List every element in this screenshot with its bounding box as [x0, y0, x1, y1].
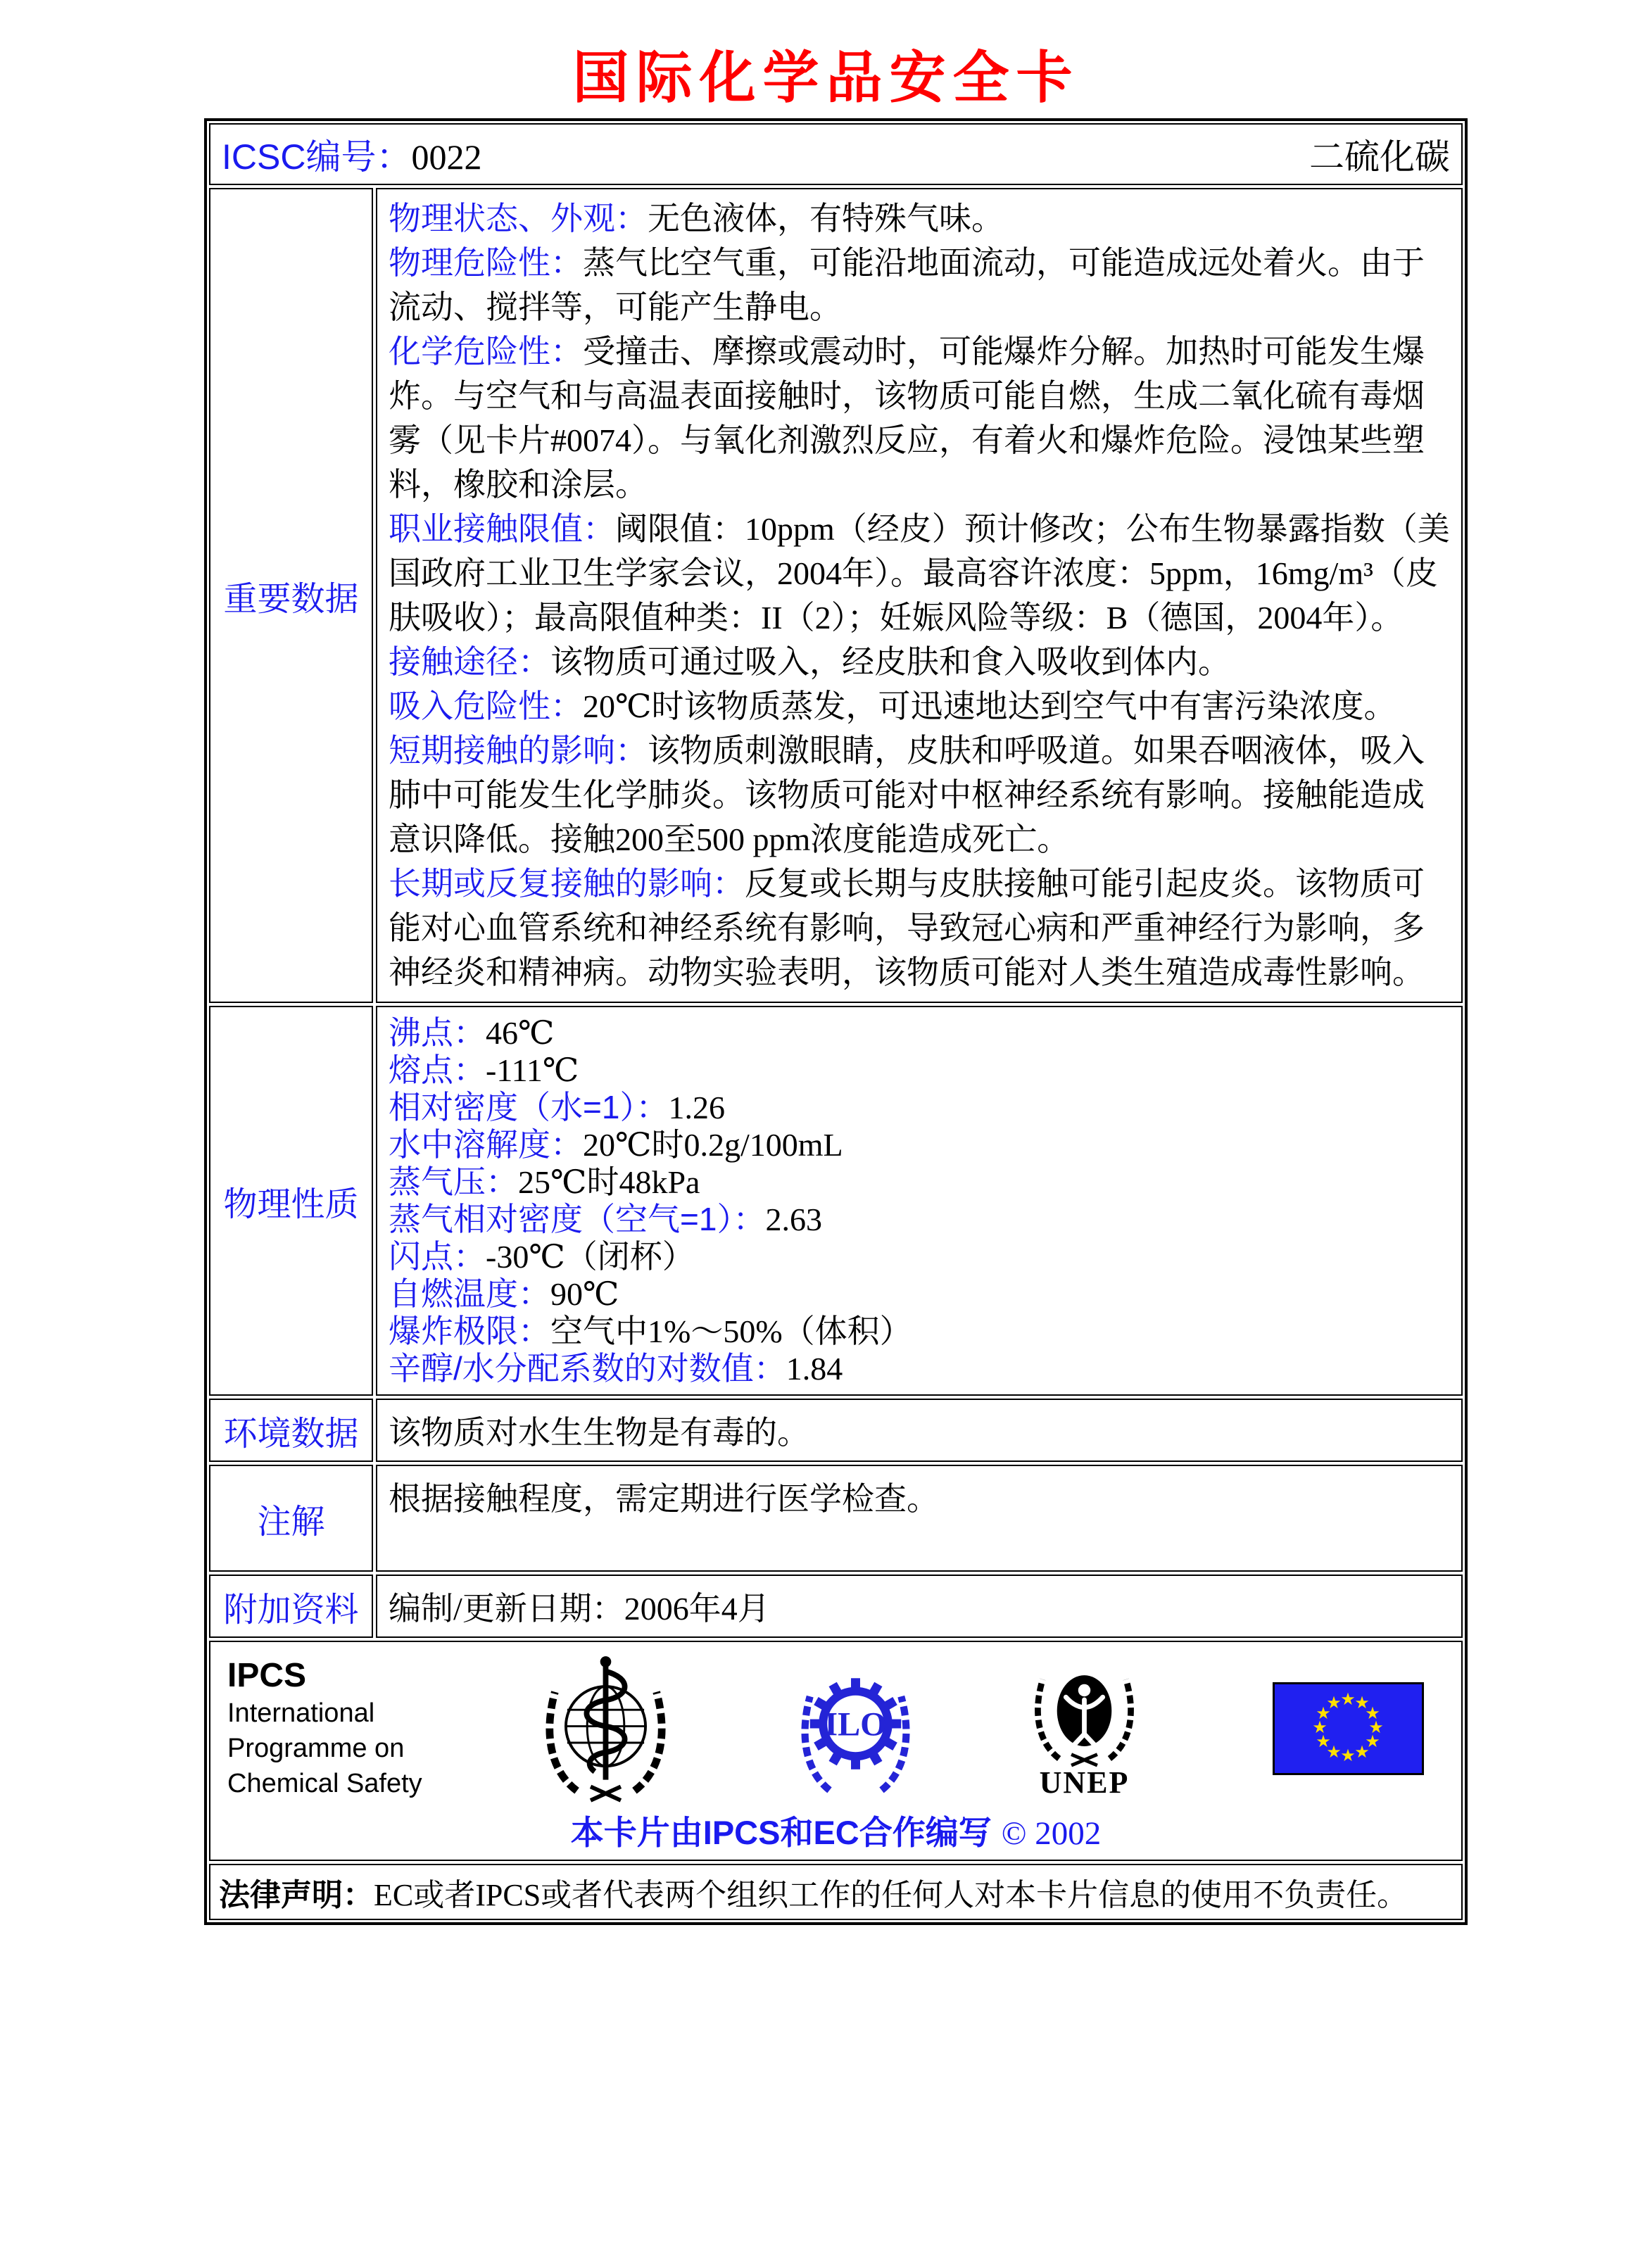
property-row [389, 1126, 1450, 1163]
section-label-environment: 环境数据 [209, 1399, 373, 1462]
ilo-emblem-icon [790, 1649, 921, 1807]
section-label-additional: 附加资料 [209, 1575, 373, 1638]
property-label: 相对密度（水=1）： [389, 1089, 669, 1125]
svg-text:★: ★ [1326, 1741, 1342, 1762]
svg-text:★: ★ [1340, 1689, 1356, 1709]
property-label: 蒸气压： [389, 1163, 518, 1200]
paragraph-text: 阈限值：10ppm（经皮）预计修改；公布生物暴露指数（美国政府工业卫生学家会议，2004年）。最高容许浓度：5ppm，16mg/m³（皮肤吸收）；最高限值种类：II（2）；妊娠风险等级：B（德国，2004年）。 [389, 511, 1450, 636]
paragraph-text: 20℃时该物质蒸发，可迅速地达到空气中有害污染浓度。 [583, 688, 1396, 724]
property-value: 90℃ [550, 1276, 619, 1312]
property-row [389, 1163, 1450, 1201]
property-label: 水中溶解度： [389, 1126, 583, 1163]
property-label: 沸点： [389, 1014, 486, 1051]
paragraph-text: 该物质刺激眼睛，皮肤和呼吸道。如果吞咽液体，吸入肺中可能发生化学肺炎。该物质可能对中枢神经系统有影响。接触能造成意识降低。接触200至500 ppm浓度能造成死亡。 [389, 733, 1425, 857]
ipcs-title: IPCS [227, 1656, 307, 1694]
section-label-physical: 物理性质 [209, 1006, 373, 1396]
additional-content [376, 1575, 1463, 1638]
property-row [389, 1089, 1450, 1126]
property-value: -30℃（闭杯） [486, 1239, 695, 1275]
important-paragraph [389, 728, 1450, 862]
svg-text:★: ★ [1312, 1717, 1328, 1737]
legal-text: EC或者IPCS或者代表两个组织工作的任何人对本卡片信息的使用不负责任。 [374, 1878, 1408, 1912]
important-data-content [376, 188, 1463, 1003]
property-row [389, 1052, 1450, 1089]
important-paragraph [389, 640, 1450, 684]
chemical-name: 二硫化碳 [1309, 137, 1450, 177]
svg-text:★: ★ [1365, 1703, 1380, 1723]
paragraph-label: 化学危险性： [389, 333, 583, 370]
paragraph-text: 受撞击、摩擦或震动时，可能爆炸分解。加热时可能发生爆炸。与空气和与高温表面接触时，该物质可能自燃，生成二氧化硫有毒烟雾（见卡片#0074）。与氧化剂激烈反应，有着火和爆炸危险。浸蚀某些塑料，橡胶和涂层。 [389, 334, 1425, 503]
ilo-letters: ILO [824, 1705, 887, 1743]
paragraph-text: 反复或长期与皮肤接触可能引起皮炎。该物质可能对心血管系统和神经系统有影响，导致冠心病和严重神经行为影响，多神经炎和精神病。动物实验表明，该物质可能对人类生殖造成毒性影响。 [389, 866, 1425, 990]
property-label: 闪点： [389, 1238, 486, 1275]
ipcs-logo-text: IPCS International Programme on Chemical Safety [227, 1656, 460, 1801]
property-label: 熔点： [389, 1052, 486, 1088]
property-row [389, 1275, 1450, 1313]
property-value: 46℃ [486, 1015, 555, 1051]
important-paragraph [389, 507, 1450, 640]
unep-caption: UNEP [1039, 1765, 1130, 1800]
svg-text:★: ★ [1368, 1717, 1384, 1737]
property-value: 1.26 [668, 1090, 725, 1125]
legal-label: 法律声明： [219, 1878, 374, 1912]
paragraph-text: 无色液体，有特殊气味。 [648, 201, 1004, 236]
logos-row [209, 1641, 1463, 1861]
notes-content [376, 1465, 1463, 1572]
paragraph-text: 该物质可通过吸入，经皮肤和食入吸收到体内。 [550, 644, 1230, 680]
property-value: 25℃时48kPa [518, 1164, 700, 1200]
property-row [389, 1238, 1450, 1275]
important-paragraph [389, 241, 1450, 329]
property-row [389, 1014, 1450, 1052]
svg-text:★: ★ [1326, 1692, 1342, 1712]
property-label: 辛醇/水分配系数的对数值： [389, 1350, 786, 1387]
copyright-year: © 2002 [1001, 1815, 1102, 1852]
property-row [389, 1201, 1450, 1238]
property-value: -111℃ [486, 1052, 579, 1088]
property-row [389, 1313, 1450, 1350]
svg-text:★: ★ [1354, 1741, 1370, 1762]
paragraph-label: 接触途径： [389, 643, 550, 680]
property-value: 2.63 [765, 1201, 822, 1237]
paragraph-label: 吸入危险性： [389, 688, 583, 724]
paragraph-label: 短期接触的影响： [389, 732, 648, 769]
paragraph-label: 长期或反复接触的影响： [389, 865, 745, 902]
property-label: 爆炸极限： [389, 1313, 550, 1349]
eu-flag-icon [1273, 1682, 1424, 1775]
page-title: 国际化学品安全卡 [572, 46, 1080, 109]
icsc-number-value: 0022 [411, 137, 482, 177]
svg-text:★: ★ [1365, 1731, 1380, 1751]
physical-properties-content [376, 1006, 1463, 1396]
section-label-important: 重要数据 [209, 188, 373, 1003]
property-value: 1.84 [786, 1351, 843, 1387]
section-label-notes: 注解 [209, 1465, 373, 1572]
property-label: 蒸气相对密度（空气=1）： [389, 1201, 766, 1237]
paragraph-text: 蒸气比空气重，可能沿地面流动，可能造成远处着火。由于流动、搅拌等，可能产生静电。 [389, 245, 1425, 325]
property-value: 20℃时0.2g/100mL [583, 1127, 843, 1163]
svg-text:★: ★ [1354, 1692, 1370, 1712]
important-paragraph [389, 862, 1450, 995]
update-date-label: 编制/更新日期： [389, 1591, 624, 1627]
who-emblem-icon [537, 1649, 674, 1807]
cooperation-caption-text: 本卡片由IPCS和EC合作编写 [570, 1814, 992, 1851]
paragraph-label: 物理状态、外观： [389, 200, 648, 236]
icsc-card-table [204, 118, 1468, 1925]
important-paragraph [389, 196, 1450, 241]
svg-text:★: ★ [1340, 1745, 1356, 1765]
svg-text:★: ★ [1316, 1703, 1331, 1723]
property-label: 自燃温度： [389, 1275, 550, 1312]
legal-row [209, 1864, 1463, 1920]
update-date-value: 2006年4月 [624, 1591, 770, 1627]
paragraph-label: 物理危险性： [389, 244, 583, 281]
environment-text: 该物质对水生生物是有毒的。 [389, 1415, 809, 1451]
important-paragraph [389, 329, 1450, 507]
environment-content [376, 1399, 1463, 1462]
icsc-number-group [222, 129, 481, 179]
unep-emblem-icon [1026, 1656, 1142, 1800]
notes-text: 根据接触程度，需定期进行医学检查。 [389, 1481, 939, 1517]
paragraph-label: 职业接触限值： [389, 510, 615, 547]
property-value: 空气中1%～50%（体积） [550, 1313, 912, 1349]
header-row [209, 123, 1463, 185]
icsc-number-label: ICSC编号： [222, 137, 412, 177]
cooperation-caption [210, 1807, 1461, 1854]
svg-text:★: ★ [1316, 1731, 1331, 1751]
property-row [389, 1350, 1450, 1387]
important-paragraph [389, 684, 1450, 728]
